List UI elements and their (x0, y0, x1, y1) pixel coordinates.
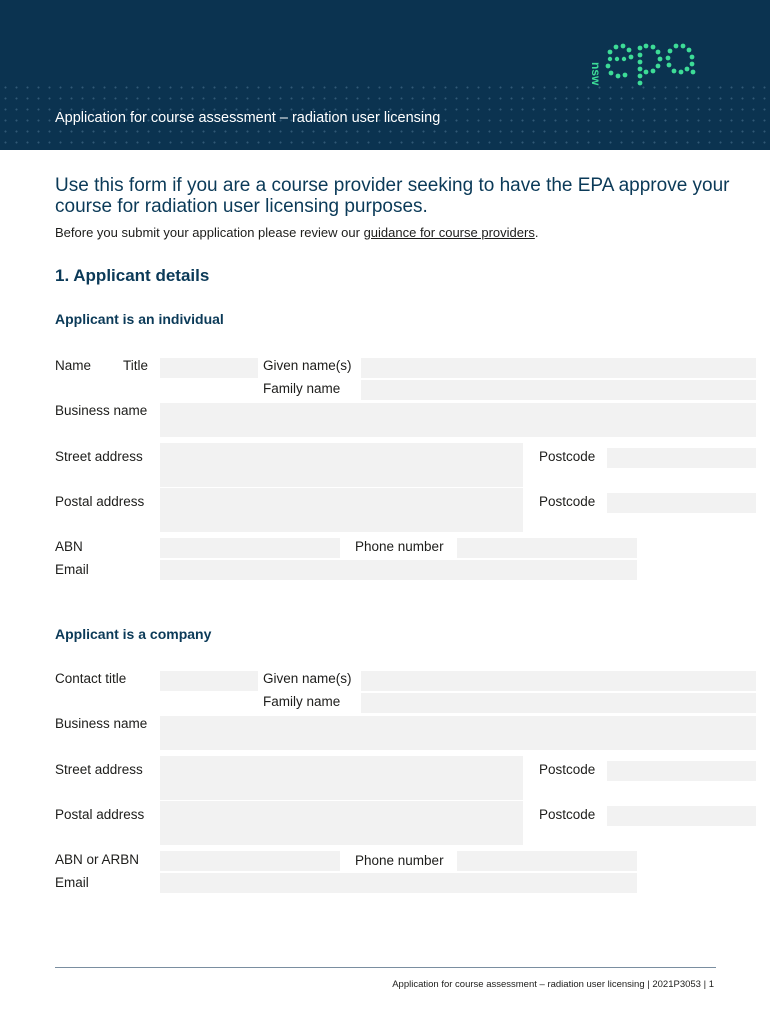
individual-given-names-label: Given name(s) (263, 358, 352, 373)
individual-business-name-label: Business name (55, 403, 148, 418)
individual-title-label: Title (123, 358, 149, 373)
footer-text: Application for course assessment – radiation user licensing | 2021P3053 | 1 (392, 979, 714, 990)
company-email-label: Email (55, 875, 89, 890)
header-title: Application for course assessment – radiation user licensing (55, 110, 441, 126)
intro-heading: Use this form if you are a course provider seeking to have the EPA approve your course for radiation user licensing purposes. (55, 175, 730, 217)
individual-postal-postcode-label: Postcode (539, 494, 596, 509)
nsw-epa-logo (580, 38, 720, 93)
individual-postal-postcode-field[interactable] (607, 493, 756, 513)
company-street-address-field[interactable] (160, 756, 523, 800)
company-postal-postcode-label: Postcode (539, 807, 596, 822)
guidance-link[interactable]: guidance for course providers (363, 225, 535, 240)
page-header (0, 0, 770, 150)
company-street-address-label: Street address (55, 762, 143, 777)
company-postal-address-label: Postal address (55, 807, 145, 822)
company-phone-label: Phone number (355, 853, 444, 868)
individual-street-address-label: Street address (55, 449, 143, 464)
individual-street-postcode-label: Postcode (539, 449, 596, 464)
company-abn-field[interactable] (160, 851, 340, 871)
company-street-postcode-field[interactable] (607, 761, 756, 781)
individual-family-name-field[interactable] (361, 380, 756, 400)
company-abn-label: ABN or ARBN (55, 852, 140, 867)
individual-title-field[interactable] (160, 358, 258, 378)
company-email-field[interactable] (160, 873, 637, 893)
individual-street-address-field[interactable] (160, 443, 523, 487)
company-family-name-field[interactable] (361, 693, 756, 713)
footer-divider (55, 967, 716, 968)
individual-family-name-label: Family name (263, 381, 341, 396)
company-heading: Applicant is a company (55, 626, 212, 642)
company-phone-field[interactable] (457, 851, 637, 871)
individual-abn-field[interactable] (160, 538, 340, 558)
company-street-postcode-label: Postcode (539, 762, 596, 777)
individual-given-names-field[interactable] (361, 358, 756, 378)
individual-email-field[interactable] (160, 560, 637, 580)
company-given-names-field[interactable] (361, 671, 756, 691)
individual-abn-label: ABN (55, 539, 83, 554)
individual-postal-address-label: Postal address (55, 494, 145, 509)
intro-subtext-prefix: Before you submit your application please review our (55, 225, 364, 240)
intro-subtext (55, 225, 538, 240)
logo-nsw-text: nsw (589, 62, 603, 86)
individual-postal-address-field[interactable] (160, 488, 523, 532)
individual-street-postcode-field[interactable] (607, 448, 756, 468)
intro-subtext-suffix: . (534, 225, 539, 240)
company-contact-title-label: Contact title (55, 671, 127, 686)
individual-name-label: Name (55, 358, 92, 373)
individual-phone-label: Phone number (355, 539, 444, 554)
company-contact-title-field[interactable] (160, 671, 258, 691)
company-business-name-label: Business name (55, 716, 148, 731)
company-given-names-label: Given name(s) (263, 671, 352, 686)
individual-phone-field[interactable] (457, 538, 637, 558)
company-family-name-label: Family name (263, 694, 341, 709)
company-postal-postcode-field[interactable] (607, 806, 756, 826)
individual-business-name-field[interactable] (160, 403, 756, 437)
company-postal-address-field[interactable] (160, 801, 523, 845)
company-business-name-field[interactable] (160, 716, 756, 750)
section-title-applicant-details: 1. Applicant details (55, 266, 210, 285)
individual-email-label: Email (55, 562, 89, 577)
individual-heading: Applicant is an individual (55, 311, 224, 327)
